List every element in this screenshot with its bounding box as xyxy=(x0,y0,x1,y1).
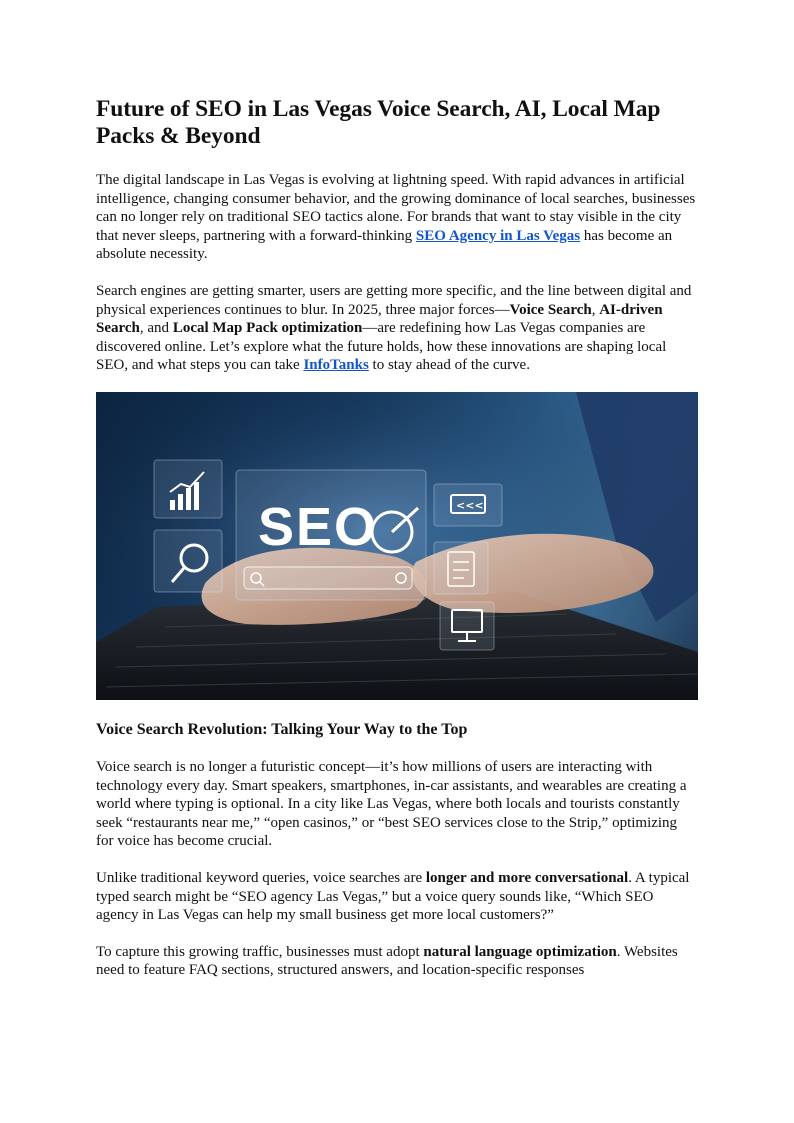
bold-local-map-pack: Local Map Pack optimization xyxy=(172,320,363,337)
conversational-paragraph xyxy=(96,869,698,925)
forces-text2: —are redefining how Las Vegas companies are discovered online. Let’s explore what the future holds, how these innovations are shaping local SEO, and what steps you can take xyxy=(96,320,667,374)
intro-paragraph xyxy=(96,171,698,264)
section-heading: Voice Search Revolution: Talking Your Way to the Top xyxy=(96,720,468,738)
nlo-paragraph xyxy=(96,943,698,980)
svg-text:<<<: <<< xyxy=(456,498,484,512)
forces-sep2: , and xyxy=(139,320,173,337)
bold-voice-search: Voice Search xyxy=(509,301,592,318)
infotanks-link[interactable]: InfoTanks xyxy=(303,357,369,374)
voice-search-paragraph: Voice search is no longer a futuristic concept—it’s how millions of users are interacting with technology every day. Smart speakers, smartphones, in-car assistants, and wearables are creating a world where typing is optional. In a city like Las Vegas, where both locals and tourists constantly seek “restaurants near me,” “open casinos,” or “best SEO services close to the Strip,” optimizing for voice has become crucial. xyxy=(96,758,687,850)
seo-illustration xyxy=(96,392,698,700)
p3-text-end: . Websites need to feature FAQ sections, structured answers, and location-specific responses xyxy=(96,943,678,979)
p2-text: Unlike traditional keyword queries, voice searches are xyxy=(96,869,426,886)
bold-nlo: natural language optimization xyxy=(423,943,617,960)
p2-text-end: . A typical typed search might be “SEO agency Las Vegas,” but a voice query sounds like, “Which SEO agency in Las Vegas can help my small business get more local customers?” xyxy=(96,869,690,924)
forces-text: Search engines are getting smarter, users are getting more specific, and the line between digital and physical experiences continues to blur. In 2025, three major forces— xyxy=(96,282,692,318)
forces-sep: , xyxy=(591,301,600,318)
page-title: Future of SEO in Las Vegas Voice Search, AI, Local Map Packs & Beyond xyxy=(96,96,661,149)
intro-text-end: has become an absolute necessity. xyxy=(96,227,673,263)
intro-text: The digital landscape in Las Vegas is evolving at lightning speed. With rapid advances in artificial intelligence, changing consumer behavior, and the growing dominance of local searches, businesses can no longer rely on traditional SEO tactics alone. For brands that want to stay visible in the city that never sleeps, partnering with a forward-thinking xyxy=(96,172,696,244)
seo-agency-link[interactable]: SEO Agency in Las Vegas xyxy=(415,227,581,244)
forces-paragraph xyxy=(96,282,698,375)
document-page xyxy=(96,96,698,980)
hero-image xyxy=(96,392,698,700)
bold-ai-search: AI-driven Search xyxy=(96,301,663,337)
bold-conversational: longer and more conversational xyxy=(425,869,629,886)
seo-text: SEO xyxy=(258,496,379,557)
forces-text-end: to stay ahead of the curve. xyxy=(368,357,530,374)
p3-text: To capture this growing traffic, businesses must adopt xyxy=(96,943,424,960)
